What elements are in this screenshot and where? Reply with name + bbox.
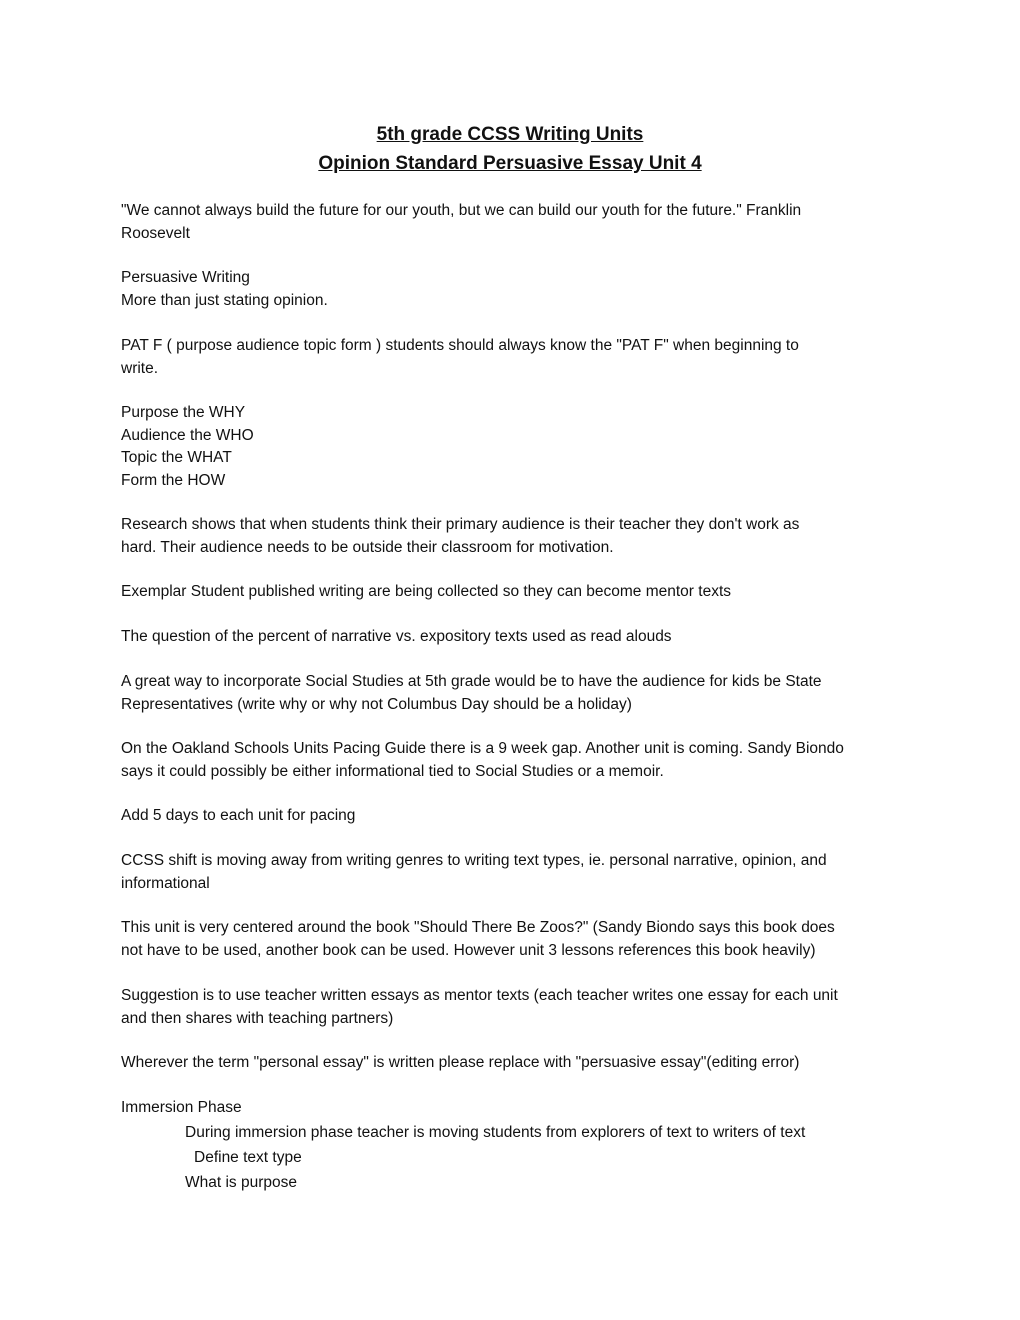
paragraph-line: Suggestion is to use teacher written essays as mentor texts (each teacher writes one essay for each unit (121, 987, 838, 1004)
paragraph-line: A great way to incorporate Social Studies at 5th grade would be to have the audience for kids be State (121, 673, 822, 690)
paragraph-line: Exemplar Student published writing are being collected so they can become mentor texts (121, 583, 732, 600)
paragraph-line: PAT F ( purpose audience topic form ) students should always know the "PAT F" when beginning to (121, 337, 799, 354)
paragraph-line: informational (121, 874, 210, 892)
paragraph-line: Roosevelt (121, 224, 190, 242)
paragraph-line: The question of the percent of narrative vs. expository texts used as read alouds (121, 628, 672, 645)
paragraph-line: and then shares with teaching partners) (121, 1009, 394, 1027)
paragraph-line: Research shows that when students think their primary audience is their teacher they don't work as (121, 516, 800, 533)
paragraph-line: "We cannot always build the future for our youth, but we can build our youth for the future." Franklin (121, 202, 802, 219)
paragraph-line: Persuasive Writing (121, 269, 250, 286)
paragraph-line: Add 5 days to each unit for pacing (121, 807, 356, 824)
paragraph-line: Topic the WHAT (121, 449, 232, 466)
document-title: 5th grade CCSS Writing Units (376, 124, 644, 145)
paragraph-line: Purpose the WHY (121, 404, 246, 421)
paragraph-exemplar (121, 581, 906, 604)
paragraph-social-studies (121, 671, 906, 716)
paragraph-line: hard. Their audience needs to be outside their classroom for motivation. (121, 538, 614, 556)
paragraph-line: On the Oakland Schools Units Pacing Guide there is a 9 week gap. Another unit is coming. Sandy Biondo (121, 740, 844, 757)
document-subtitle: Opinion Standard Persuasive Essay Unit 4 (318, 153, 702, 174)
paragraph-zoos-book (121, 917, 906, 962)
paragraph-line: This unit is very centered around the book "Should There Be Zoos?" (Sandy Biondo says this book does (121, 919, 835, 936)
paragraph-line: not have to be used, another book can be used. However unit 3 lessons references this book heavily) (121, 941, 816, 959)
paragraph-quote (121, 200, 906, 245)
immersion-item: What is purpose (185, 1174, 297, 1191)
paragraph-line: Form the HOW (121, 471, 226, 489)
immersion-item: Define text type (194, 1149, 302, 1166)
paragraph-question (121, 626, 906, 649)
paragraph-ccss-shift (121, 850, 906, 895)
paragraph-persuasive-writing (121, 267, 906, 312)
paragraph-pat-f-list (121, 402, 906, 492)
paragraph-add-days (121, 805, 906, 828)
paragraph-line: Immersion Phase (121, 1099, 242, 1116)
paragraph-editing-error (121, 1052, 906, 1075)
paragraph-immersion-heading (121, 1097, 906, 1120)
paragraph-pacing-guide (121, 738, 906, 783)
immersion-item: During immersion phase teacher is moving students from explorers of text to writers of text (185, 1124, 806, 1141)
paragraph-pat-f (121, 335, 906, 380)
paragraph-research (121, 514, 906, 559)
paragraph-line: More than just stating opinion. (121, 291, 328, 309)
paragraph-line: Representatives (write why or why not Columbus Day should be a holiday) (121, 695, 632, 713)
paragraph-line: Audience the WHO (121, 426, 254, 444)
paragraph-line: Wherever the term "personal essay" is written please replace with "persuasive essay"(editing error) (121, 1054, 800, 1071)
paragraph-line: write. (121, 359, 159, 377)
paragraph-line: CCSS shift is moving away from writing genres to writing text types, ie. personal narrative, opinion, and (121, 852, 827, 869)
paragraph-suggestion (121, 985, 906, 1030)
paragraph-line: says it could possibly be either informational tied to Social Studies or a memoir. (121, 762, 664, 780)
